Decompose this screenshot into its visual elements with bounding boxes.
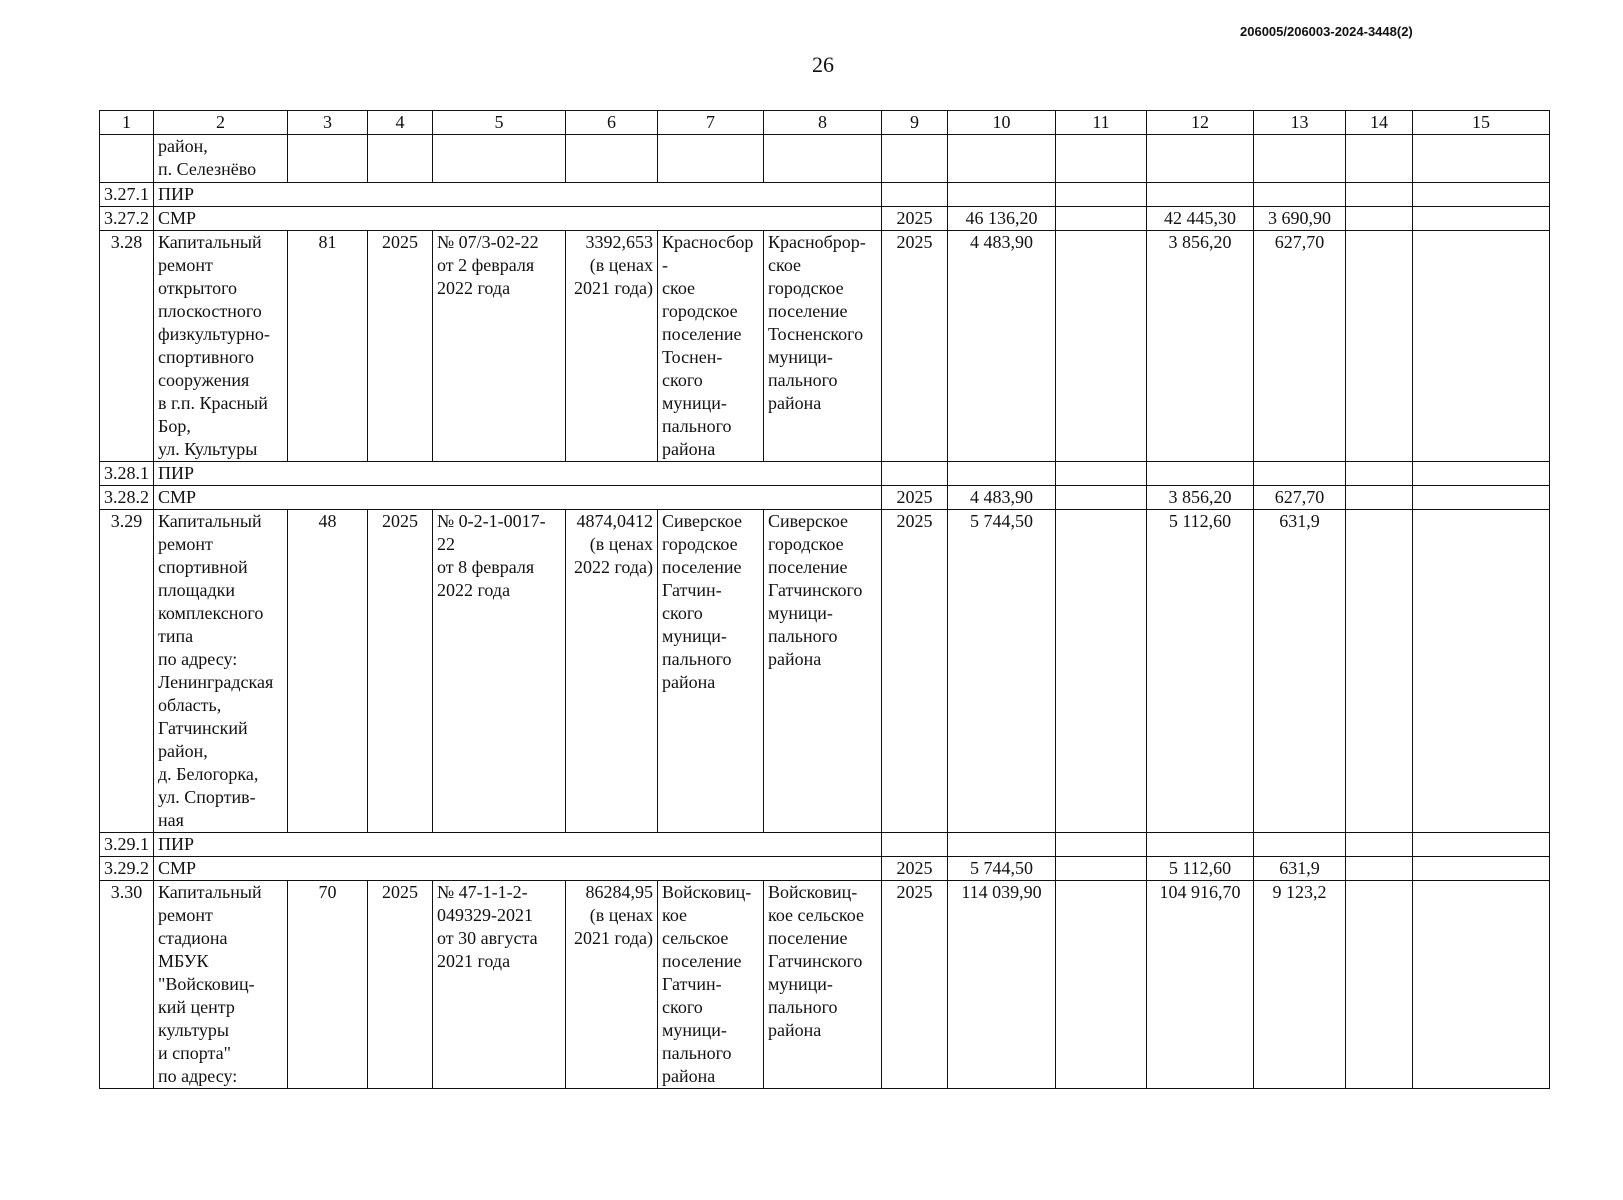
- cell-c14: [1346, 462, 1413, 486]
- cell-c12: 5 112,60: [1147, 857, 1254, 881]
- cell-empty: [1254, 135, 1346, 183]
- cell-c12: 5 112,60: [1147, 510, 1254, 833]
- cell-empty: [658, 135, 764, 183]
- cell-empty: [882, 135, 948, 183]
- cell-c3: 81: [288, 231, 368, 462]
- header-cell: 3: [288, 111, 368, 135]
- cell-num: 3.27.1: [100, 183, 154, 207]
- cell-c15: [1413, 857, 1550, 881]
- cell-c15: [1413, 183, 1550, 207]
- cell-empty: [1147, 135, 1254, 183]
- header-cell: 2: [154, 111, 288, 135]
- cell-label: ПИР: [154, 183, 882, 207]
- cell-c8: Сиверское городское поселение Гатчинского муници- пального района: [764, 510, 882, 833]
- cell-num: 3.29.1: [100, 833, 154, 857]
- cell-c15: [1413, 231, 1550, 462]
- cell-c6: 4874,0412 (в ценах 2022 года): [566, 510, 658, 833]
- cell-c10: 114 039,90: [948, 881, 1056, 1089]
- cell-c10: [948, 833, 1056, 857]
- cell-c12: [1147, 833, 1254, 857]
- cell-c9: 2025: [882, 881, 948, 1089]
- cell-empty: [566, 135, 658, 183]
- cell-c11: [1056, 207, 1147, 231]
- cell-c11: [1056, 510, 1147, 833]
- cell-c15: [1413, 207, 1550, 231]
- header-cell: 5: [433, 111, 566, 135]
- cell-c9: 2025: [882, 231, 948, 462]
- cell-c12: 104 916,70: [1147, 881, 1254, 1089]
- cell-c14: [1346, 207, 1413, 231]
- cell-c9: [882, 833, 948, 857]
- cell-empty: [764, 135, 882, 183]
- document-registration-code: 206005/206003-2024-3448(2): [1240, 24, 1413, 39]
- cell-empty: [1056, 135, 1147, 183]
- table-row-3-29: [100, 510, 1550, 833]
- table-row-3-28: [100, 231, 1550, 462]
- cell-empty: [1346, 135, 1413, 183]
- cell-c7: Красносбор- ское городское поселение Тоснен- ского муници- пального района: [658, 231, 764, 462]
- cell-c14: [1346, 486, 1413, 510]
- cell-c12: 3 856,20: [1147, 231, 1254, 462]
- cell-empty: [288, 135, 368, 183]
- page-number: 26: [812, 52, 834, 77]
- header-cell: 11: [1056, 111, 1147, 135]
- cell-c14: [1346, 183, 1413, 207]
- cell-num: 3.28.2: [100, 486, 154, 510]
- cell-c13: 627,70: [1254, 486, 1346, 510]
- cell-c8: Войсковиц- кое сельское поселение Гатчинского муници- пального района: [764, 881, 882, 1089]
- cell-label: СМР: [154, 207, 882, 231]
- cell-c11: [1056, 183, 1147, 207]
- header-cell: 9: [882, 111, 948, 135]
- cell-c13: [1254, 462, 1346, 486]
- cell-c4: 2025: [368, 510, 433, 833]
- header-cell: 4: [368, 111, 433, 135]
- cell-c10: 46 136,20: [948, 207, 1056, 231]
- table-row-3-27-1: [100, 183, 1550, 207]
- cell-c14: [1346, 857, 1413, 881]
- cell-num: 3.29.2: [100, 857, 154, 881]
- data-table: [99, 110, 1550, 1089]
- cell-c12: 3 856,20: [1147, 486, 1254, 510]
- cell-num: 3.30: [100, 881, 154, 1089]
- column-number-header-row: [100, 111, 1550, 135]
- cell-num: 3.28.1: [100, 462, 154, 486]
- cell-empty: [433, 135, 566, 183]
- table-row-3-30: [100, 881, 1550, 1089]
- cell-label: СМР: [154, 857, 882, 881]
- cell-name: Капитальный ремонт стадиона МБУК "Войсковиц- кий центр культуры и спорта" по адресу:: [154, 881, 288, 1089]
- cell-label: СМР: [154, 486, 882, 510]
- cell-num: [100, 135, 154, 183]
- cell-c10: 4 483,90: [948, 486, 1056, 510]
- cell-c3: 70: [288, 881, 368, 1089]
- cell-c6: 86284,95 (в ценах 2021 года): [566, 881, 658, 1089]
- cell-c4: 2025: [368, 231, 433, 462]
- cell-c5: № 47-1-1-2- 049329-2021 от 30 августа 2021 года: [433, 881, 566, 1089]
- cell-c13: [1254, 833, 1346, 857]
- cell-c6: 3392,653 (в ценах 2021 года): [566, 231, 658, 462]
- cell-c14: [1346, 231, 1413, 462]
- cell-name: Капитальный ремонт открытого плоскостного физкультурно- спортивного сооружения в г.п. Красный Бор, ул. Культуры: [154, 231, 288, 462]
- cell-c15: [1413, 833, 1550, 857]
- header-cell: 13: [1254, 111, 1346, 135]
- cell-c10: 5 744,50: [948, 857, 1056, 881]
- cell-empty: [368, 135, 433, 183]
- table-row-continuation: [100, 135, 1550, 183]
- cell-empty: [948, 135, 1056, 183]
- header-cell: 6: [566, 111, 658, 135]
- header-cell: 7: [658, 111, 764, 135]
- cell-c10: 4 483,90: [948, 231, 1056, 462]
- cell-c13: 627,70: [1254, 231, 1346, 462]
- cell-c9: 2025: [882, 486, 948, 510]
- cell-c12: [1147, 462, 1254, 486]
- table-row-3-27-2: [100, 207, 1550, 231]
- cell-c13: 9 123,2: [1254, 881, 1346, 1089]
- cell-c11: [1056, 881, 1147, 1089]
- header-cell: 12: [1147, 111, 1254, 135]
- cell-c8: Красноброр- ское городское поселение Тосненского муници- пального района: [764, 231, 882, 462]
- cell-c10: [948, 462, 1056, 486]
- table-row-3-28-2: [100, 486, 1550, 510]
- table-row-3-29-1: [100, 833, 1550, 857]
- cell-num: 3.27.2: [100, 207, 154, 231]
- cell-c11: [1056, 833, 1147, 857]
- cell-c9: [882, 183, 948, 207]
- cell-c9: [882, 462, 948, 486]
- cell-c12: [1147, 183, 1254, 207]
- cell-name: район, п. Селезнёво: [154, 135, 288, 183]
- header-cell: 1: [100, 111, 154, 135]
- cell-c15: [1413, 462, 1550, 486]
- cell-c13: 631,9: [1254, 510, 1346, 833]
- cell-c9: 2025: [882, 857, 948, 881]
- header-cell: 8: [764, 111, 882, 135]
- cell-c14: [1346, 881, 1413, 1089]
- cell-c7: Сиверское городское поселение Гатчин- ского муници- пального района: [658, 510, 764, 833]
- cell-empty: [1413, 135, 1550, 183]
- cell-c9: 2025: [882, 207, 948, 231]
- cell-label: ПИР: [154, 833, 882, 857]
- cell-c4: 2025: [368, 881, 433, 1089]
- header-cell: 14: [1346, 111, 1413, 135]
- table-row-3-29-2: [100, 857, 1550, 881]
- cell-c14: [1346, 510, 1413, 833]
- header-cell: 10: [948, 111, 1056, 135]
- cell-c12: 42 445,30: [1147, 207, 1254, 231]
- cell-c13: 3 690,90: [1254, 207, 1346, 231]
- cell-num: 3.28: [100, 231, 154, 462]
- header-cell: 15: [1413, 111, 1550, 135]
- cell-c5: № 07/3-02-22 от 2 февраля 2022 года: [433, 231, 566, 462]
- cell-c13: [1254, 183, 1346, 207]
- cell-name: Капитальный ремонт спортивной площадки комплексного типа по адресу: Ленинградская область, Гатчинский район, д. Белогорка, ул. Спортив- ная: [154, 510, 288, 833]
- cell-c14: [1346, 833, 1413, 857]
- cell-c5: № 0-2-1-0017-22 от 8 февраля 2022 года: [433, 510, 566, 833]
- cell-c11: [1056, 486, 1147, 510]
- cell-c15: [1413, 881, 1550, 1089]
- cell-c15: [1413, 486, 1550, 510]
- cell-num: 3.29: [100, 510, 154, 833]
- cell-c15: [1413, 510, 1550, 833]
- table-row-3-28-1: [100, 462, 1550, 486]
- cell-label: ПИР: [154, 462, 882, 486]
- cell-c7: Войсковиц- кое сельское поселение Гатчин- ского муници- пального района: [658, 881, 764, 1089]
- cell-c11: [1056, 857, 1147, 881]
- cell-c10: 5 744,50: [948, 510, 1056, 833]
- cell-c3: 48: [288, 510, 368, 833]
- cell-c10: [948, 183, 1056, 207]
- cell-c11: [1056, 231, 1147, 462]
- cell-c11: [1056, 462, 1147, 486]
- cell-c9: 2025: [882, 510, 948, 833]
- cell-c13: 631,9: [1254, 857, 1346, 881]
